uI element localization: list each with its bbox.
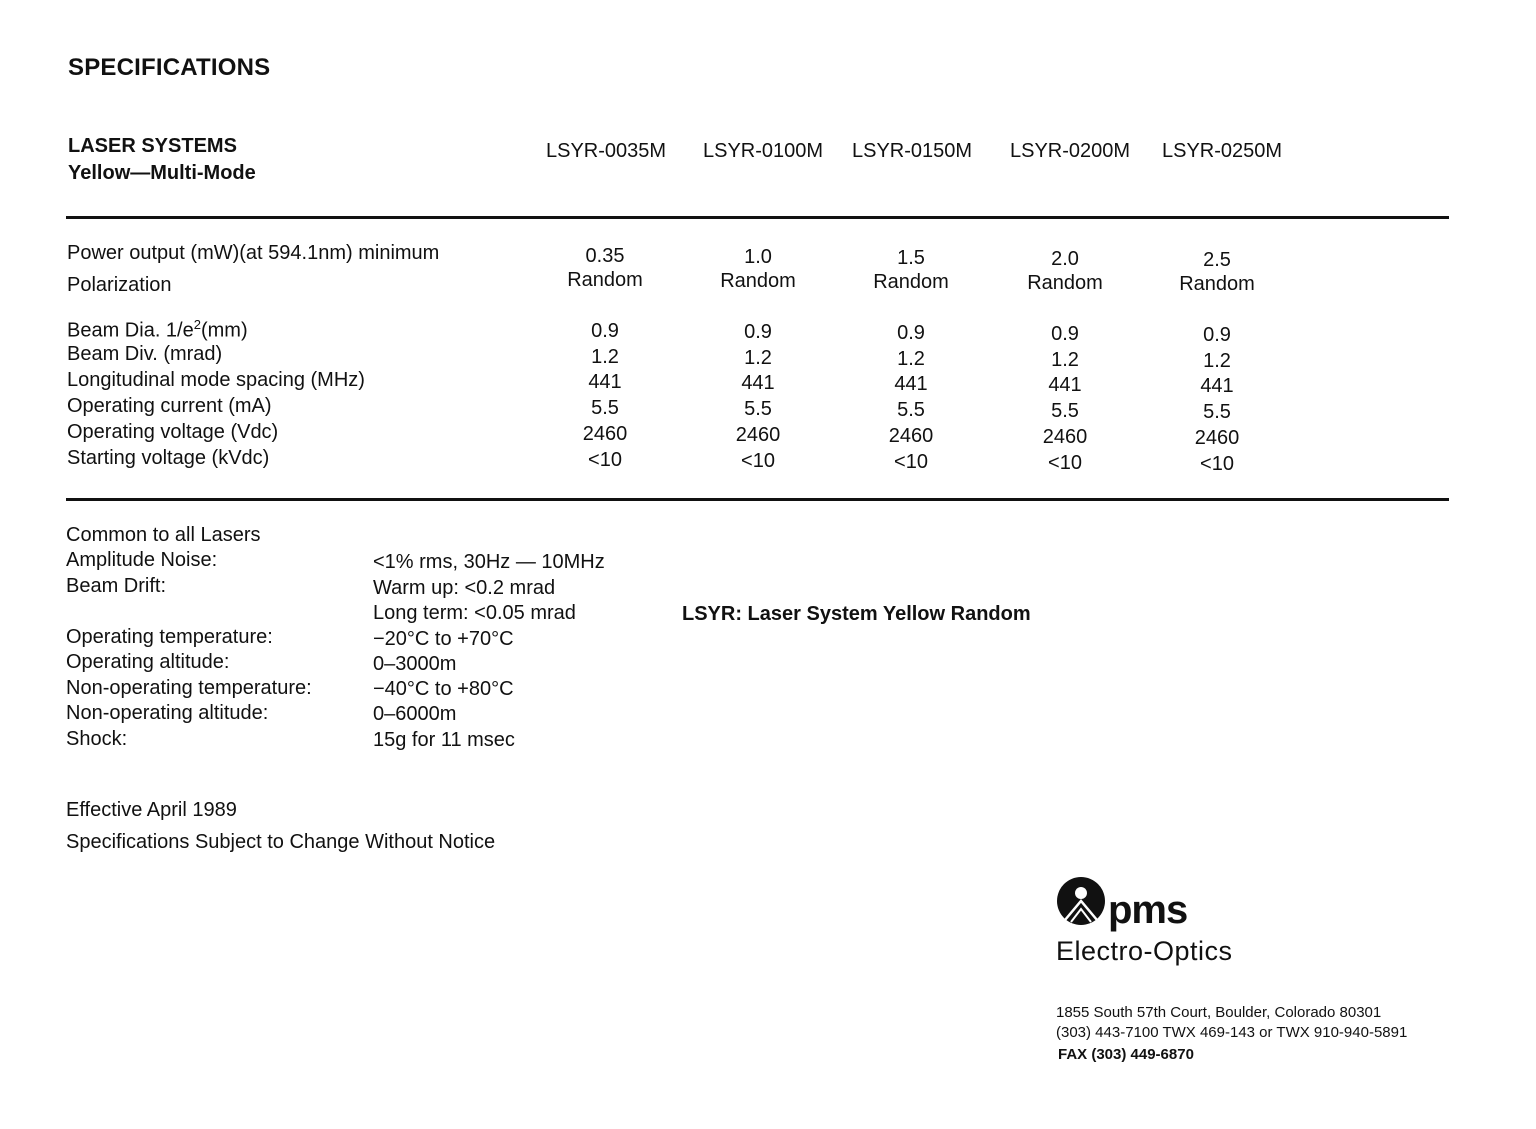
- spec-cell: 1.2: [1051, 349, 1079, 371]
- model-header: LSYR-0200M: [1010, 140, 1131, 162]
- spec-label-mode-spacing: Longitudinal mode spacing (MHz): [67, 369, 365, 391]
- beam-dia-unit: (mm): [200, 319, 248, 342]
- spec-cell: 5.5: [897, 399, 925, 421]
- model-code-note: LSYR: Laser System Yellow Random: [682, 603, 1031, 625]
- spec-cell: 2460: [888, 425, 934, 447]
- spec-cell: 441: [1048, 374, 1082, 396]
- spec-cell: Random: [1027, 272, 1103, 294]
- spec-cell: 0.9: [744, 321, 772, 343]
- spec-cell: 441: [1200, 375, 1234, 397]
- page-title: SPECIFICATIONS: [68, 54, 271, 81]
- spec-cell: 2460: [1042, 426, 1088, 448]
- disclaimer: Specifications Subject to Change Without Notice: [66, 831, 496, 853]
- spec-cell: 2460: [582, 423, 628, 445]
- common-value: −20°C to +70°C: [373, 628, 514, 650]
- spec-cell: 1.5: [897, 247, 925, 269]
- beam-dia-text: Beam Dia. 1/e: [67, 319, 194, 342]
- spec-label-voltage: Operating voltage (Vdc): [67, 421, 279, 443]
- spec-cell: <10: [741, 450, 775, 472]
- system-title: LASER SYSTEMS: [68, 135, 237, 157]
- spec-cell: 0.9: [1203, 324, 1231, 346]
- spec-cell: <10: [1048, 452, 1082, 474]
- spec-cell: 1.2: [897, 348, 925, 370]
- spec-label-beam-div: Beam Div. (mrad): [67, 343, 223, 365]
- common-value: Long term: <0.05 mrad: [373, 602, 576, 624]
- spec-cell: 2.0: [1051, 248, 1079, 270]
- bottom-rule: [66, 498, 1449, 501]
- brand-name: pms: [1108, 888, 1188, 932]
- system-subtitle: Yellow—Multi-Mode: [68, 162, 256, 184]
- spec-cell: 2460: [1194, 427, 1240, 449]
- company-logo: [1056, 876, 1356, 986]
- spec-cell: 1.2: [744, 347, 772, 369]
- spec-cell: <10: [588, 449, 622, 471]
- common-label: Amplitude Noise:: [66, 549, 218, 571]
- spec-cell: 441: [588, 371, 622, 393]
- spec-label-polarization: Polarization: [67, 274, 172, 296]
- pms-logo-icon: [1056, 876, 1106, 926]
- spec-cell: Random: [720, 270, 796, 292]
- spec-cell: 0.9: [591, 320, 619, 342]
- common-value: 0–3000m: [373, 653, 457, 675]
- common-label: Operating altitude:: [66, 651, 230, 673]
- spec-cell: <10: [894, 451, 928, 473]
- common-value: Warm up: <0.2 mrad: [373, 577, 556, 599]
- company-address: 1855 South 57th Court, Boulder, Colorado 80301: [1056, 1004, 1382, 1021]
- spec-cell: <10: [1200, 453, 1234, 475]
- common-label: Non-operating temperature:: [66, 677, 312, 699]
- spec-cell: 5.5: [1051, 400, 1079, 422]
- company-fax: FAX (303) 449-6870: [1058, 1046, 1194, 1063]
- model-header: LSYR-0035M: [546, 140, 667, 162]
- spec-cell: 441: [894, 373, 928, 395]
- beam-dia-superscript: 2: [193, 317, 201, 332]
- spec-label-current: Operating current (mA): [67, 395, 272, 417]
- spec-label-starting-voltage: Starting voltage (kVdc): [67, 447, 270, 469]
- common-label: Non-operating altitude:: [66, 702, 269, 724]
- spec-cell: 5.5: [591, 397, 619, 419]
- division-name: Electro-Optics: [1056, 936, 1233, 966]
- spec-cell: Random: [873, 271, 949, 293]
- spec-cell: 1.0: [744, 246, 772, 268]
- spec-cell: 441: [741, 372, 775, 394]
- common-value: <1% rms, 30Hz — 10MHz: [373, 551, 605, 573]
- spec-label-beam-dia: [67, 317, 248, 343]
- top-rule: [66, 216, 1449, 219]
- spec-cell: 0.9: [897, 322, 925, 344]
- spec-cell: 0.9: [1051, 323, 1079, 345]
- spec-cell: Random: [567, 269, 643, 291]
- spec-cell: 0.35: [585, 245, 625, 267]
- common-label: Operating temperature:: [66, 626, 273, 648]
- model-header: LSYR-0250M: [1162, 140, 1283, 162]
- spec-cell: 5.5: [744, 398, 772, 420]
- common-label: Shock:: [66, 728, 128, 750]
- common-heading: Common to all Lasers: [66, 524, 261, 546]
- common-value: 15g for 11 msec: [373, 729, 515, 751]
- spec-label-power: Power output (mW)(at 594.1nm) minimum: [67, 242, 440, 264]
- model-header: LSYR-0100M: [703, 140, 824, 162]
- laser-system-title: [68, 133, 256, 187]
- common-value: 0–6000m: [373, 703, 457, 725]
- spec-cell: 5.5: [1203, 401, 1231, 423]
- effective-date: Effective April 1989: [66, 799, 237, 821]
- spec-cell: 2.5: [1203, 249, 1231, 271]
- model-header: LSYR-0150M: [852, 140, 973, 162]
- spec-cell: 1.2: [1203, 350, 1231, 372]
- spec-cell: 1.2: [591, 346, 619, 368]
- company-phone: (303) 443-7100 TWX 469-143 or TWX 910-940-5891: [1056, 1024, 1408, 1041]
- spec-cell: 2460: [735, 424, 781, 446]
- common-label: Beam Drift:: [66, 575, 167, 597]
- spec-cell: Random: [1179, 273, 1255, 295]
- common-value: −40°C to +80°C: [373, 678, 514, 700]
